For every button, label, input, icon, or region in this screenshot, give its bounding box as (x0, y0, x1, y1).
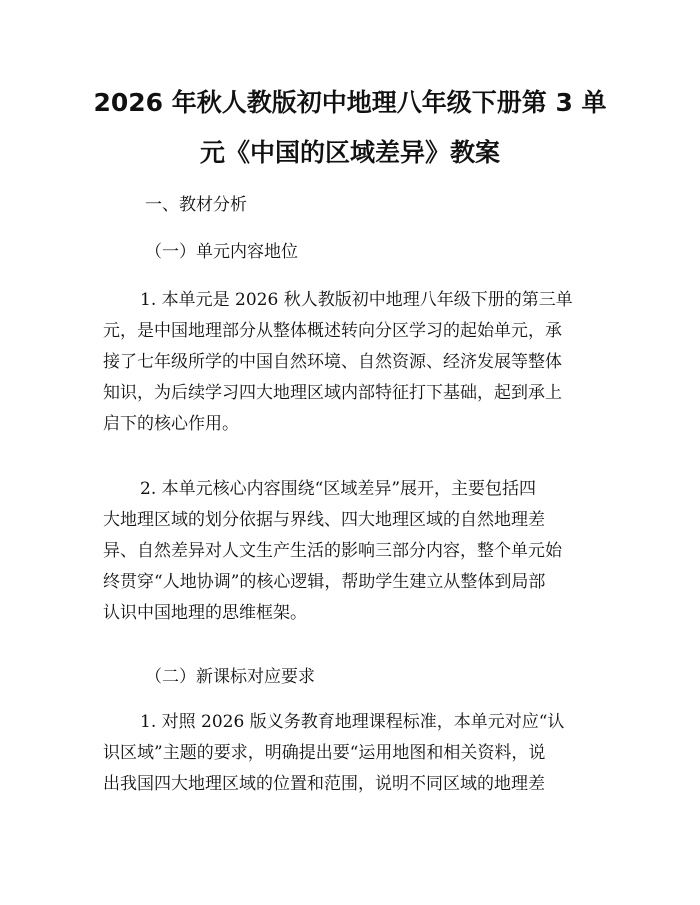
paragraph-line: 接了七年级所学的中国自然环境、自然资源、经济发展等整体 (103, 352, 562, 372)
paragraph-line: 终贯穿“人地协调”的核心逻辑，帮助学生建立从整体到局部 (103, 572, 546, 592)
paragraph-line: 元，是中国地理部分从整体概述转向分区学习的起始单元，承 (103, 321, 562, 341)
paragraph-line: 1. 本单元是 2026 秋人教版初中地理八年级下册的第三单 (140, 290, 573, 310)
paragraph-line: 出我国四大地理区域的位置和范围，说明不同区域的地理差 (103, 774, 545, 794)
paragraph-line: 1. 对照 2026 版义务教育地理课程标准，本单元对应“认 (140, 712, 565, 732)
paragraph-line: 启下的核心作用。 (103, 414, 239, 434)
subsection-heading-unit-position: （一）单元内容地位 (145, 242, 298, 262)
paragraph-2 (103, 474, 603, 629)
document-title-line-1: 2026 年秋人教版初中地理八年级下册第 3 单 (93, 88, 607, 117)
section-heading-textbook-analysis: 一、教材分析 (145, 195, 247, 215)
paragraph-1 (103, 285, 603, 440)
subsection-heading-curriculum-requirements: （二）新课标对应要求 (145, 667, 315, 687)
paragraph-line: 识区域”主题的要求，明确提出要“运用地图和相关资料，说 (103, 743, 546, 763)
paragraph-line: 2. 本单元核心内容围绕“区域差异”展开，主要包括四 (140, 479, 537, 499)
paragraph-line: 知识，为后续学习四大地理区域内部特征打下基础，起到承上 (103, 383, 562, 403)
paragraph-line: 大地理区域的划分依据与界线、四大地理区域的自然地理差 (103, 510, 545, 530)
paragraph-line: 认识中国地理的思维框架。 (103, 603, 307, 623)
document-title-line-2: 元《中国的区域差异》教案 (199, 138, 500, 167)
paragraph-3 (103, 707, 603, 800)
paragraph-line: 异、自然差异对人文生产生活的影响三部分内容，整个单元始 (103, 541, 562, 561)
